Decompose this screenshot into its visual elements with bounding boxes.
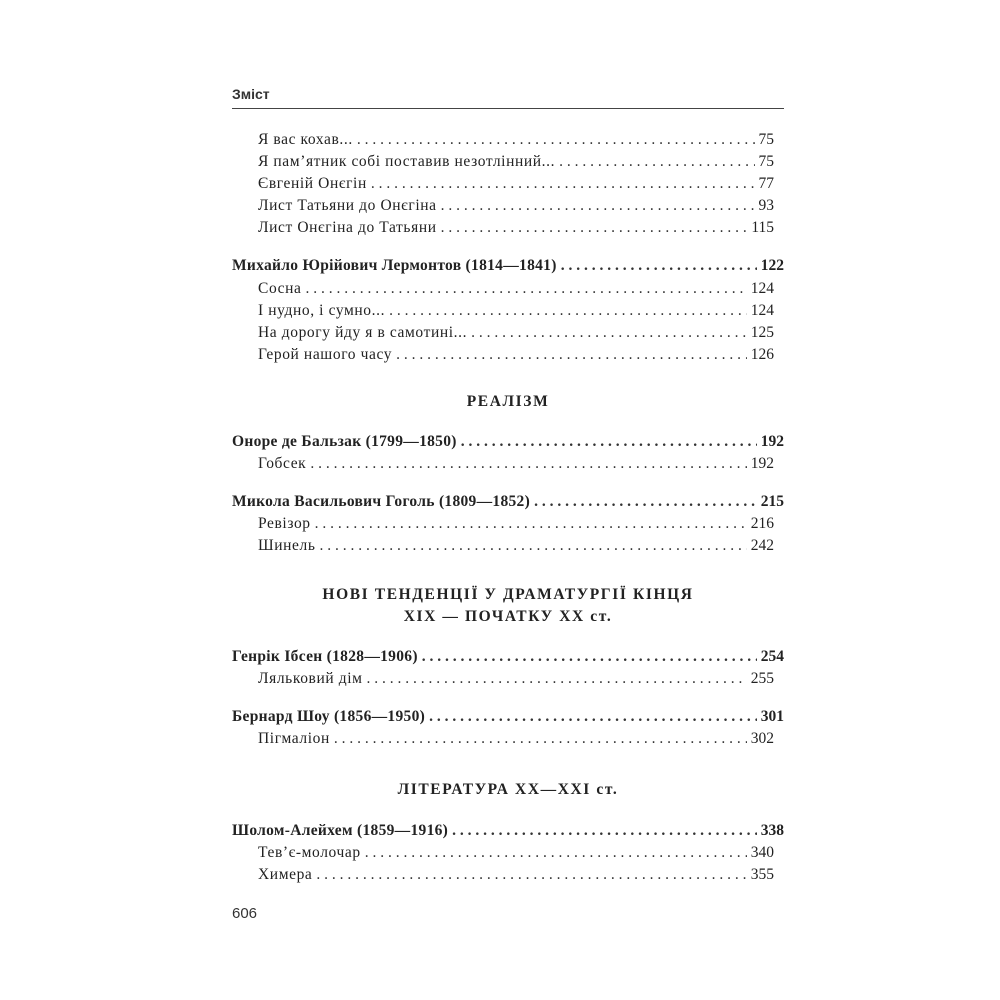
toc-entry-title: Бернард Шоу (1856—1950) [232, 708, 426, 725]
toc-entry-page: 301 [760, 708, 784, 725]
toc-author-entry [232, 822, 784, 844]
leader-dots [306, 280, 747, 298]
toc-entry [258, 280, 774, 302]
toc-entry-title: Микола Васильович Гоголь (1809—1852) [232, 493, 531, 510]
leader-dots [429, 708, 757, 726]
toc-entry [258, 844, 774, 866]
toc-author-entry [232, 648, 784, 670]
toc-entry-title: Шолом-Алейхем (1859—1916) [232, 822, 449, 839]
toc-entry-page: 215 [760, 493, 784, 510]
toc-entry-page: 115 [751, 219, 774, 236]
toc-entry-page: 77 [758, 175, 774, 192]
toc-entry-page: 75 [758, 153, 774, 170]
toc-entry-page: 338 [760, 822, 784, 839]
leader-dots [371, 175, 755, 193]
toc-entry-title: Сосна [258, 280, 302, 297]
toc-entry-page: 124 [750, 280, 774, 297]
toc-entry-title: Лист Онєгіна до Татьяни [258, 219, 437, 236]
toc-entry-title: Оноре де Бальзак (1799—1850) [232, 433, 457, 450]
toc-entry-page: 124 [750, 302, 774, 319]
toc-entry-page: 192 [760, 433, 784, 450]
toc-entry [258, 219, 774, 241]
toc-author-entry [232, 708, 784, 730]
leader-dots [441, 197, 755, 215]
leader-dots [316, 866, 746, 884]
leader-dots [396, 346, 747, 364]
toc-entry-title: Михайло Юрійович Лермонтов (1814—1841) [232, 257, 557, 274]
leader-dots [365, 844, 747, 862]
toc-entry-page: 216 [750, 515, 774, 532]
toc-author-entry [232, 257, 784, 279]
header-rule [232, 108, 784, 109]
toc-entry-page: 302 [750, 730, 774, 747]
toc-entry-page: 355 [750, 866, 774, 883]
section-heading-realism: РЕАЛІЗМ [466, 393, 550, 410]
toc-entry-title: Пігмаліон [258, 730, 330, 747]
toc-entry-page: 192 [750, 455, 774, 472]
toc-entry [258, 730, 774, 752]
section-heading-drama-line1: НОВІ ТЕНДЕНЦІЇ У ДРАМАТУРГІЇ КІНЦЯ [322, 586, 694, 603]
toc-entry [258, 346, 774, 368]
toc-entry [258, 515, 774, 537]
toc-entry-page: 75 [758, 131, 774, 148]
leader-dots [320, 537, 747, 555]
toc-entry-page: 122 [760, 257, 784, 274]
toc-entry-title: І нудно, і сумно... [258, 302, 386, 319]
toc-entry-title: На дорогу йду я в самотині... [258, 324, 468, 341]
toc-entry-page: 340 [750, 844, 774, 861]
leader-dots [389, 302, 747, 320]
toc-entry-page: 255 [750, 670, 774, 687]
page-number: 606 [232, 905, 258, 922]
toc-entry-title: Шинель [258, 537, 316, 554]
toc-entry-title: Ревізор [258, 515, 311, 532]
toc-entry-title: Ляльковий дім [258, 670, 363, 687]
leader-dots [471, 324, 747, 342]
leader-dots [357, 131, 755, 149]
toc-entry-page: 125 [750, 324, 774, 341]
toc-entry-page: 254 [760, 648, 784, 665]
toc-entry-title: Тев’є-молочар [258, 844, 361, 861]
toc-entry [258, 175, 774, 197]
leader-dots [559, 153, 754, 171]
leader-dots [461, 433, 757, 451]
leader-dots [310, 455, 746, 473]
toc-entry-title: Я пам’ятник собі поставив незотлінний... [258, 153, 556, 170]
section-heading-drama-line2: XIX — ПОЧАТКУ XX ст. [403, 608, 613, 625]
toc-entry-title: Герой нашого часу [258, 346, 393, 363]
toc-entry-title: Євгеній Онєгін [258, 175, 367, 192]
leader-dots [422, 648, 757, 666]
toc-entry-title: Химера [258, 866, 313, 883]
toc-entry [258, 455, 774, 477]
toc-entry [258, 324, 774, 346]
toc-entry-page: 126 [750, 346, 774, 363]
toc-entry-title: Гобсек [258, 455, 307, 472]
toc-entry [258, 537, 774, 559]
toc-entry-title: Генрік Ібсен (1828—1906) [232, 648, 418, 665]
toc-author-entry [232, 493, 784, 515]
leader-dots [315, 515, 747, 533]
leader-dots [334, 730, 747, 748]
leader-dots [367, 670, 747, 688]
toc-author-entry [232, 433, 784, 455]
running-header: Зміст [232, 86, 270, 102]
toc-entry [258, 197, 774, 219]
toc-entry-page: 93 [758, 197, 774, 214]
leader-dots [561, 257, 757, 275]
toc-entry-title: Лист Татьяни до Онєгіна [258, 197, 437, 214]
toc-entry [258, 302, 774, 324]
toc-entry [258, 131, 774, 153]
leader-dots [452, 822, 757, 840]
leader-dots [441, 219, 748, 237]
toc-entry-page: 242 [750, 537, 774, 554]
toc-entry [258, 866, 774, 888]
toc-entry-title: Я вас кохав... [258, 131, 353, 148]
leader-dots [534, 493, 757, 511]
section-heading-literature: ЛІТЕРАТУРА XX—XXI ст. [397, 781, 619, 798]
toc-entry [258, 153, 774, 175]
toc-entry [258, 670, 774, 692]
